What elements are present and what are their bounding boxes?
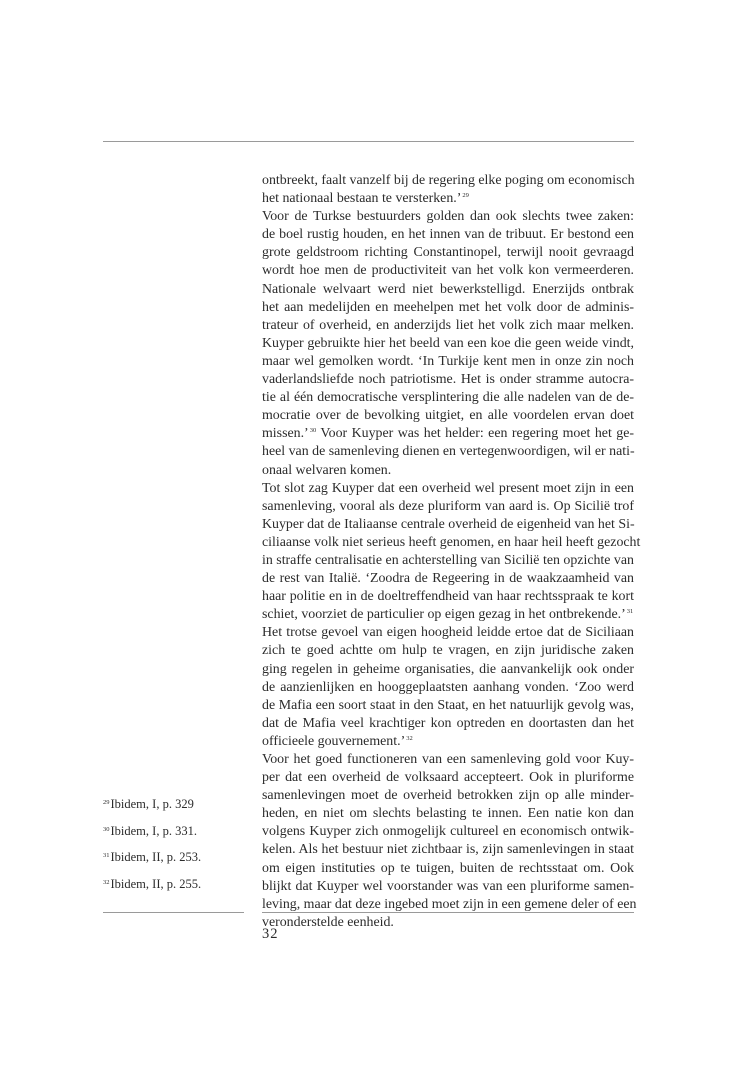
footnote-number: 32 — [103, 878, 110, 886]
text-line — [262, 697, 634, 715]
text-line — [262, 172, 634, 190]
footnote-text: Ibidem, II, p. 253. — [110, 850, 202, 865]
text-line-content: trateur of overheid, en anderzijds liet het volk zich maar melken. — [262, 317, 634, 333]
text-line-content: ciliaanse volk niet serieus heeft genomen, en haar heil heeft gezocht — [262, 534, 641, 550]
text-line-content: maar wel gemolken wordt. ‘In Turkije kent men in onze zin noch — [262, 353, 634, 369]
text-line — [262, 353, 634, 371]
footnote-reference: 30 — [309, 427, 317, 435]
footnote-number: 29 — [103, 799, 110, 806]
text-line-content: heden, en niet om slechts belasting te innen. Een natie kon dan — [262, 806, 634, 822]
text-line-content: zich te goed achtte om hulp te vragen, en zijn juridische zaken — [262, 643, 634, 659]
text-line — [262, 914, 634, 932]
text-line-content: per dat een overheid de volksaard accepteert. Ook in pluriforme — [262, 770, 634, 786]
text-line — [262, 498, 634, 516]
text-line — [262, 516, 634, 534]
text-line — [262, 462, 634, 480]
text-line — [262, 317, 634, 335]
footnote-text: Ibidem, I, p. 331. — [110, 823, 197, 838]
text-line — [262, 751, 634, 769]
text-line-content: Kuyper gebruikte hier het beeld van een koe die geen weide vindt, — [262, 335, 634, 351]
text-line-content: het nationaal bestaan te versterken.’ — [262, 191, 462, 207]
text-line-content: tie al één democratische versplintering die alle nadelen van de de- — [262, 390, 634, 406]
text-line — [262, 371, 634, 389]
footnote-text: Ibidem, II, p. 255. — [110, 876, 202, 891]
footnote-number: 31 — [103, 852, 110, 860]
text-line-continuation: Voor Kuyper was het helder: een regering moet het ge- — [316, 426, 634, 442]
text-line — [262, 425, 634, 443]
page-number: 32 — [262, 926, 279, 942]
text-line-content: in straffe centralisatie en achterstelling van Sicilië ten opzichte van — [262, 552, 634, 568]
footnote — [103, 850, 253, 877]
text-line — [262, 624, 634, 642]
text-line — [262, 860, 634, 878]
text-line-content: Voor het goed functioneren van een samenleving gold voor Kuy- — [262, 752, 634, 767]
footnote — [103, 824, 253, 851]
footer-rule — [262, 912, 634, 913]
text-line-content: onaal welvaren komen. — [262, 462, 392, 478]
text-line-content: ontbreekt, faalt vanzelf bij de regering elke poging om economisch — [262, 173, 635, 188]
text-line — [262, 715, 634, 733]
text-line — [262, 480, 634, 498]
footnote — [103, 797, 253, 824]
footnote-number: 30 — [103, 825, 110, 833]
text-line — [262, 208, 634, 226]
text-line-content: leving, maar dat deze ingebed moet zijn in een gemene deler of een — [262, 896, 637, 912]
header-rule — [103, 141, 634, 142]
text-line-content: de aanzienlijken en hooggeplaatsten aanhang vonden. ‘Zoo werd — [262, 679, 634, 695]
text-line-content: heel van de samenleving dienen en vertegenwoordigen, wil er nati- — [262, 444, 635, 460]
text-line-content: samenlevingen moet de overheid betrokken zijn op alle minder- — [262, 788, 634, 804]
text-line-content: om eigen instituties op te tuigen, buiten de rechtsstaat om. Ook — [262, 860, 634, 876]
text-line-content: wordt hoe men de productiviteit van het volk kon vermeerderen. — [262, 263, 634, 279]
text-line — [262, 679, 634, 697]
text-line-content: de Mafia een soort staat in den Staat, en het natuurlijk gevolg was, — [262, 697, 634, 713]
text-line-content: Het trotse gevoel van eigen hoogheid leidde ertoe dat de Siciliaan — [262, 625, 634, 641]
text-line — [262, 226, 634, 244]
text-line — [262, 552, 634, 570]
text-line — [262, 642, 634, 660]
footnote-rule — [103, 912, 244, 913]
text-line-content: missen.’ — [262, 426, 309, 442]
text-line-content: veronderstelde eenheid. — [262, 914, 394, 930]
text-line — [262, 787, 634, 805]
text-line-content: de rest van Italië. ‘Zoodra de Regeering in de waakzaamheid van — [262, 571, 634, 587]
footnote — [103, 877, 253, 904]
text-line-content: officieele gouvernement.’ — [262, 733, 406, 749]
footnote-text: Ibidem, I, p. 329 — [110, 797, 194, 811]
text-line — [262, 335, 634, 353]
body-text — [262, 172, 641, 932]
text-line — [262, 661, 634, 679]
text-line-content: de boel rustig houden, en het innen van de tribuut. Er bestond een — [262, 227, 634, 243]
text-line-content: Nationale welvaart werd niet bewerkstelligd. Enerzijds ontbrak — [262, 281, 634, 297]
text-line — [262, 443, 634, 461]
text-line — [262, 281, 634, 299]
footnotes — [103, 797, 253, 903]
text-line-content: kelen. Als het bestuur niet zichtbaar is, zijn samenlevingen in staat — [262, 842, 634, 858]
text-line — [262, 534, 641, 552]
text-line-content: samenleving, vooral als deze pluriform van aard is. Op Sicilië trof — [262, 498, 634, 514]
text-line — [262, 823, 634, 841]
text-line-content: volgens Kuyper zich onmogelijk cultureel en economisch ontwik- — [262, 824, 634, 840]
text-line — [262, 407, 634, 425]
text-line-content: mocratie over de bevolking uitgiet, en alle voordelen ervan doet — [262, 408, 634, 424]
footnote-reference: 32 — [406, 734, 413, 742]
footnote-reference: 31 — [626, 608, 634, 616]
text-line — [262, 878, 634, 896]
text-line-content: Kuyper dat de Italiaanse centrale overheid de eigenheid van het Si- — [262, 516, 635, 532]
text-line — [262, 389, 634, 407]
text-line — [262, 299, 634, 317]
text-line-content: haar politie en in de doeltreffendheid van haar rechtsspraak te kort — [262, 589, 634, 605]
text-line-content: schiet, voorziet de particulier op eigen gezag in het ontbrekende.’ — [262, 607, 626, 623]
text-line-content: dat de Mafia veel krachtiger kon optreden en doortasten dan het — [262, 715, 634, 731]
text-line-content: het aan medelijden en meehelpen met het volk door de adminis- — [262, 299, 634, 315]
text-line — [262, 733, 634, 751]
text-line — [262, 606, 634, 624]
footnote-reference: 29 — [462, 192, 469, 200]
text-line-content: grote geldstroom richting Constantinopel, terwijl nooit gevraagd — [262, 245, 634, 261]
text-line — [262, 262, 634, 280]
text-line — [262, 769, 634, 787]
text-line-content: vaderlandsliefde noch patriotisme. Het is onder stramme autocra- — [262, 372, 634, 388]
text-line — [262, 570, 634, 588]
text-line-content: ging regelen in geheime organisaties, die aanvankelijk ook onder — [262, 661, 634, 677]
text-line-content: Voor de Turkse bestuurders golden dan ook slechts twee zaken: — [262, 209, 634, 225]
text-line-content: blijkt dat Kuyper wel voorstander was van een pluriforme samen- — [262, 878, 634, 894]
text-line — [262, 190, 634, 208]
text-line-content: Tot slot zag Kuyper dat een overheid wel present moet zijn in een — [262, 480, 634, 496]
text-line — [262, 588, 634, 606]
text-line — [262, 805, 634, 823]
text-line — [262, 841, 634, 859]
text-line — [262, 244, 634, 262]
